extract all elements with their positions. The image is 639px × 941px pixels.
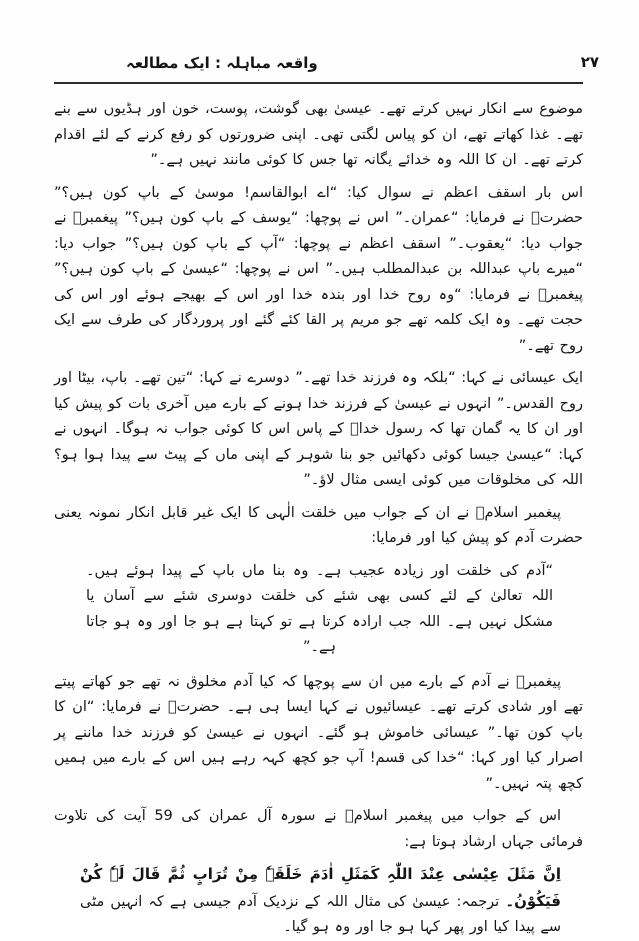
paragraph-bishop-dialogue: اس بار اسقف اعظم نے سوال کیا: “اے ابوالقاسم! موسیٰ کے باپ کون ہیں؟” حضرتؑ نے فرمایا: “عمران۔” اس نے پوچھا: “یوسف کے باپ کون ہیں؟” پیغمبرؐ نے جواب دیا: “یعقوب۔” اسقف اعظم نے پوچھا: “آپ کے باپ کون ہیں؟” جواب دیا: “میرے باپ عبداللہ بن عبدالمطلب ہیں۔” اس نے پوچھا: “عیسیٰ کے باپ کون ہیں؟” پیغمبرؐ نے فرمایا: “وہ روح خدا اور بندہ خدا اور اس کے بھیجے ہوئے اور اس کی حجت تھے۔ وہ ایک کلمہ تھے جو مریم پر القا کئے گئے اور پروردگار کی طرف سے ایک روح تھے۔” <box>54 184 583 354</box>
prophet-quote-block: “آدم کی خلقت اور زیادہ عجیب ہے۔ وہ بنا ماں باپ کے پیدا ہوئے ہیں۔ اللہ تعالیٰ کے لئے کسی بھی شئے کی خلقت دوسری شئے سے آسان یا مشکل نہیں ہے۔ اللہ جب ارادہ کرتا ہے تو کہتا ہے ہو جا اور وہ ہو جاتا ہے۔” <box>86 562 553 655</box>
paragraph-verse-intro: اس کے جواب میں پیغمبر اسلامؐ نے سورہ آل عمران کی 59 آیت کی تلاوت فرمائی جہاں ارشاد ہوتا ہے: <box>54 808 583 850</box>
page-header <box>54 50 599 84</box>
running-header-title: واقعہ مباہلہ : ایک مطالعہ <box>126 54 318 72</box>
quran-verse-translation: ترجمہ: عیسیٰ کی مثال اللہ کے نزدیک آدم جیسی ہے کہ انہیں مٹی سے پیدا کیا اور پھر کہا ہو جا اور وہ ہو گیا۔ <box>80 893 561 935</box>
quran-verse-block <box>80 862 561 941</box>
page-number: ۲۷ <box>580 53 599 71</box>
page-body <box>54 97 583 941</box>
paragraph-quote-intro: پیغمبر اسلامؐ نے ان کے جواب میں خلقت الٰہی کا ایک غیر قابل انکار نمونہ یعنی حضرت آدم کو پیش کیا اور فرمایا: <box>54 504 583 546</box>
paragraph-christians-claim: ایک عیسائی نے کہا: “بلکہ وہ فرزند خدا تھے۔” دوسرے نے کہا: “تین تھے۔ باپ، بیٹا اور روح القدس۔” انہوں نے عیسیٰ کے فرزند خدا ہونے کے بارے میں آخری بات کو پیش کیا اور ان کا یہ گمان تھا کہ رسول خداؐ کے پاس اس کا کوئی جواب نہ ہوگا۔ انہوں نے کہا: “عیسیٰ جیسا کوئی دکھائیں جو بنا شوہر کے اپنی ماں کے پیٹ سے پیدا ہوا ہو؟ اللہ کی مخلوقات میں کوئی ایسی مثال لاؤ۔” <box>54 370 583 488</box>
quran-verse-arabic-text: اِنَّ مَثَلَ عِیْسٰی عِنْدَ اللّٰہِ کَمَثَلِ اٰدَمَ خَلَقَہٗ مِنْ تُرَابٍ ثُمَّ قَالَ لَہٗ کُنْ فَیَکُوْنُ۔ <box>80 865 561 910</box>
paragraph-adam-question: پیغمبرؐ نے آدم کے بارے میں ان سے پوچھا کہ کیا آدم مخلوق نہ تھے جو کھاتے پیتے تھے اور شادی کرتے تھے۔ عیسائیوں نے کہا ایسا ہی ہے۔ حضرتؑ نے فرمایا: “ان کا باپ کون تھا۔” عیسائی خاموش ہو گئے۔ انہوں نے عیسیٰ کو فرزند خدا ماننے پر اصرار کیا اور کہا: “خدا کی قسم! آپ جو کچھ کہہ رہے ہیں اس کے بارے میں ہمیں کچھ پتہ نہیں۔” <box>54 673 583 792</box>
paragraph-continuation: موضوع سے انکار نہیں کرتے تھے۔ عیسیٰ بھی گوشت، پوست، خون اور ہڈیوں سے بنے تھے۔ غذا کھاتے تھے، ان کو پیاس لگتی تھی۔ اپنی ضرورتوں کو رفع کرنے کے لئے اقدام کرتے تھے۔ ان کا اللہ وہ خدائے یگانہ تھا جس کا کوئی مانند نہیں ہے۔” <box>54 101 583 168</box>
